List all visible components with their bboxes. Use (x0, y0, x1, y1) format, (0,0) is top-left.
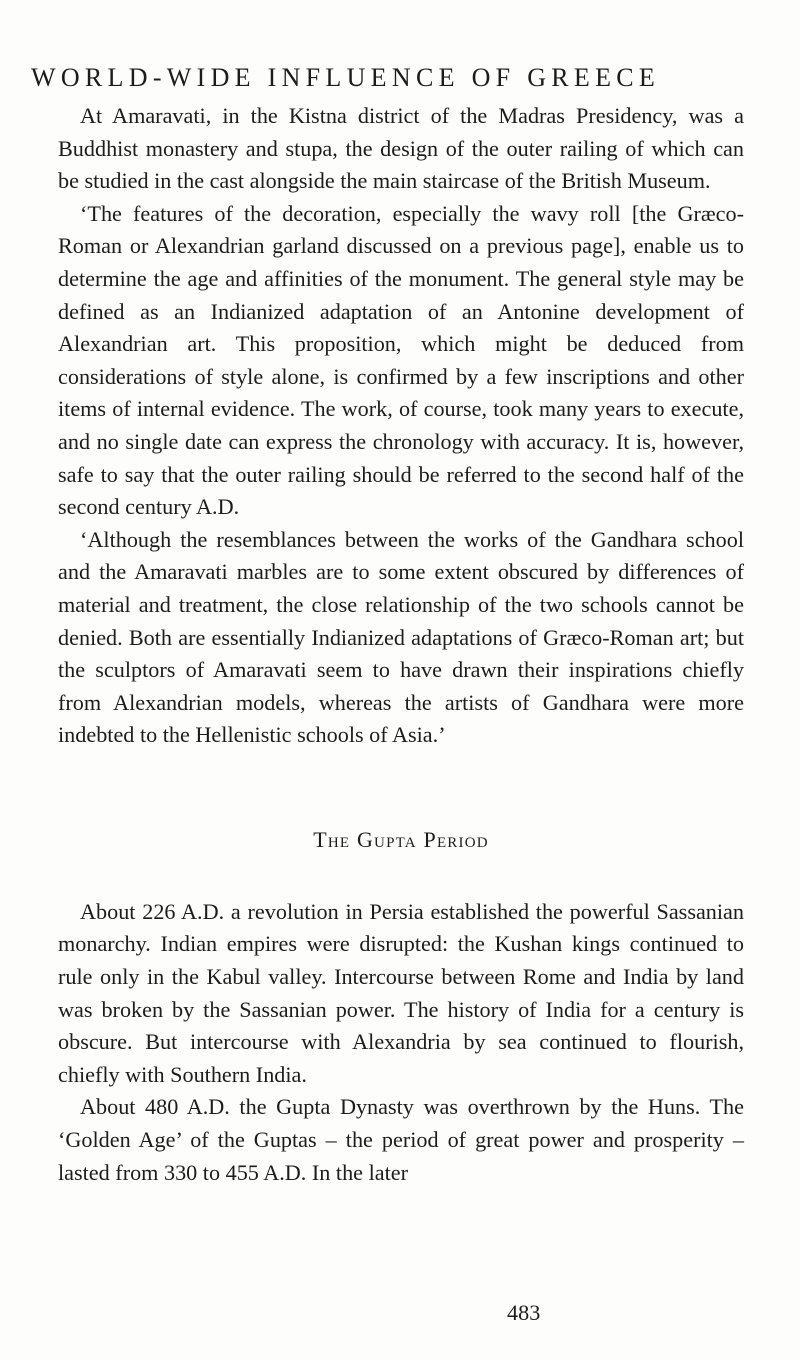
paragraph-gupta-dynasty: About 480 A.D. the Gupta Dynasty was overthrown by the Huns. The ‘Golden Age’ of the Guptas – the period of great power and prosperity – lasted from 330 to 455 A.D. In the later (58, 1094, 744, 1185)
section-heading: The Gupta Period (313, 826, 489, 852)
paragraph-sassanian: About 226 A.D. a revolution in Persia established the powerful Sassanian monarchy. Indian empires were disrupted: the Kushan kings continued to rule only in the Kabul valley. Intercourse between Rome and India by land was broken by the Sassanian power. The history of India for a century is obscure. But intercourse with Alexandria by sea continued to flourish, chiefly with Southern India. (58, 898, 744, 1087)
paragraph-amaravati: At Amaravati, in the Kistna district of the Madras Presidency, was a Buddhist monastery and stupa, the design of the outer railing of which can be studied in the cast alongside the main staircase of the British Museum. (58, 103, 744, 194)
page-number: 483 (507, 1300, 541, 1325)
paragraph-quote-gandhara: ‘Although the resemblances between the works of the Gandhara school and the Amaravati marbles are to some extent obscured by differences of material and treatment, the close relationship of the two schools cannot be denied. Both are essentially Indianized adaptations of Græco-Roman art; but the sculptors of Amaravati seem to have drawn their inspirations chiefly from Alexandrian models, whereas the artists of Gandhara were more indebted to the Hellenistic schools of Asia.’ (58, 526, 744, 748)
paragraph-quote-decoration: ‘The features of the decoration, especially the wavy roll [the Græco-Roman or Alexandrian garland discussed on a previous page], enable us to determine the age and affinities of the monument. The general style may be defined as an Indianized adaptation of an Antonine development of Alexandrian art. This proposition, which might be deduced from considerations of style alone, is confirmed by a few inscriptions and other items of internal evidence. The work, of course, took many years to execute, and no single date can express the chronology with accuracy. It is, however, safe to say that the outer railing should be referred to the second half of the second century A.D. (58, 200, 744, 520)
running-head: WORLD-WIDE INFLUENCE OF GREECE (31, 63, 661, 92)
book-page (31, 58, 744, 1189)
